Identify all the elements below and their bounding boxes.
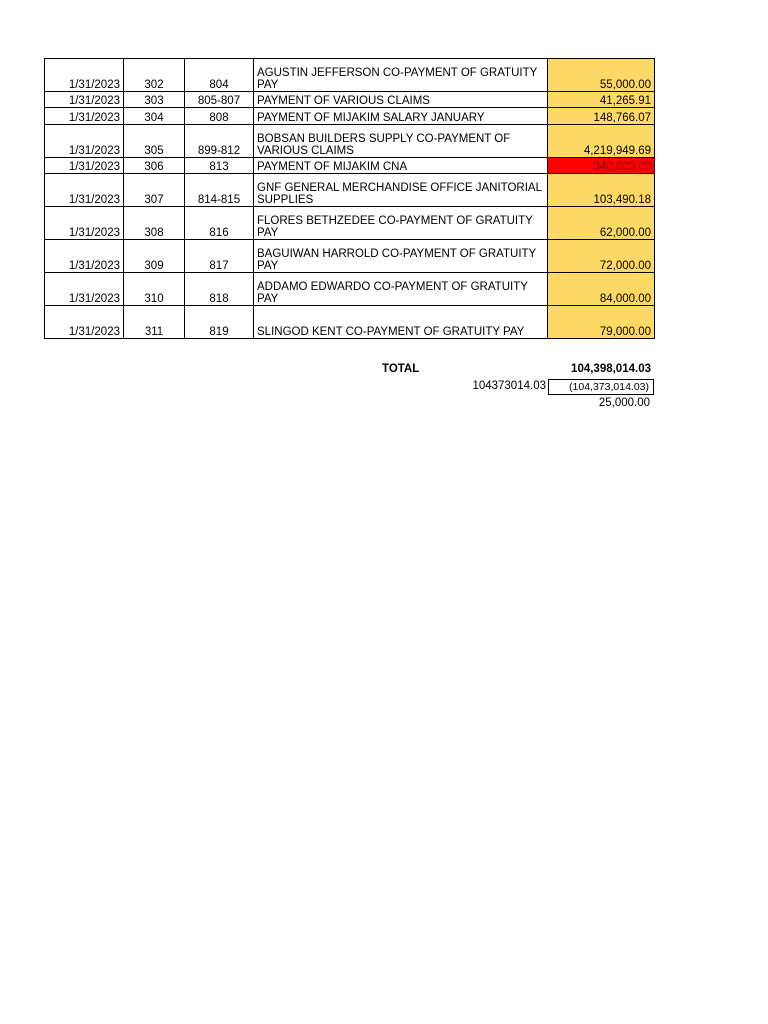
reference-cell: 814-815 [185, 174, 254, 207]
description-cell: PAYMENT OF MIJAKIM CNA [254, 158, 548, 174]
reference-cell: 818 [185, 273, 254, 306]
description-cell: BOBSAN BUILDERS SUPPLY CO-PAYMENT OF VARIOUS CLAIMS [254, 125, 548, 158]
table-row [45, 273, 655, 306]
reconciliation-boxed-value: (104,373,014.03) [548, 379, 654, 395]
date-cell: 1/31/2023 [45, 240, 124, 273]
description-cell: PAYMENT OF MIJAKIM SALARY JANUARY [254, 108, 548, 125]
table-row [45, 125, 655, 158]
check-number-cell: 305 [124, 125, 185, 158]
table-row [45, 92, 655, 108]
amount-cell: 4,219,949.69 [548, 125, 655, 158]
check-number-cell: 307 [124, 174, 185, 207]
date-cell: 1/31/2023 [45, 174, 124, 207]
reference-cell: 813 [185, 158, 254, 174]
check-number-cell: 309 [124, 240, 185, 273]
table-row [45, 207, 655, 240]
amount-cell: 148,766.07 [548, 108, 655, 125]
date-cell: 1/31/2023 [45, 306, 124, 339]
check-number-cell: 311 [124, 306, 185, 339]
reference-cell: 804 [185, 59, 254, 92]
reference-cell: 819 [185, 306, 254, 339]
table-row [45, 306, 655, 339]
reconciliation-value: 104373014.03 [472, 380, 546, 392]
table-row [45, 59, 655, 92]
table-row [45, 158, 655, 174]
check-number-cell: 310 [124, 273, 185, 306]
check-number-cell: 303 [124, 92, 185, 108]
date-cell: 1/31/2023 [45, 59, 124, 92]
description-cell: GNF GENERAL MERCHANDISE OFFICE JANITORIAL SUPPLIES [254, 174, 548, 207]
reference-cell: 808 [185, 108, 254, 125]
description-cell: ADDAMO EDWARDO CO-PAYMENT OF GRATUITY PAY [254, 273, 548, 306]
reference-cell: 899-812 [185, 125, 254, 158]
table-row [45, 240, 655, 273]
description-cell: SLINGOD KENT CO-PAYMENT OF GRATUITY PAY [254, 306, 548, 339]
reference-cell: 817 [185, 240, 254, 273]
amount-cell: 55,000.00 [548, 59, 655, 92]
check-number-cell: 304 [124, 108, 185, 125]
amount-cell: 62,000.00 [548, 207, 655, 240]
date-cell: 1/31/2023 [45, 108, 124, 125]
disbursement-table [44, 58, 655, 339]
check-number-cell: 302 [124, 59, 185, 92]
reference-cell: 816 [185, 207, 254, 240]
check-number-cell: 306 [124, 158, 185, 174]
date-cell: 1/31/2023 [45, 158, 124, 174]
amount-cell: 103,490.18 [548, 174, 655, 207]
table-row [45, 174, 655, 207]
reference-cell: 805-807 [185, 92, 254, 108]
total-label: TOTAL [382, 363, 420, 375]
amount-cell: 41,265.91 [548, 92, 655, 108]
description-cell: PAYMENT OF VARIOUS CLAIMS [254, 92, 548, 108]
amount-cell: 72,000.00 [548, 240, 655, 273]
description-cell: BAGUIWAN HARROLD CO-PAYMENT OF GRATUITY PAY [254, 240, 548, 273]
description-cell: AGUSTIN JEFFERSON CO-PAYMENT OF GRATUITY PAY [254, 59, 548, 92]
date-cell: 1/31/2023 [45, 273, 124, 306]
description-cell: FLORES BETHZEDEE CO-PAYMENT OF GRATUITY PAY [254, 207, 548, 240]
amount-cell: 84,000.00 [548, 273, 655, 306]
flagged-amount-cell: 340,000.00 [548, 158, 655, 174]
date-cell: 1/31/2023 [45, 207, 124, 240]
table-row [45, 108, 655, 125]
date-cell: 1/31/2023 [45, 125, 124, 158]
difference-value: 25,000.00 [598, 397, 650, 409]
amount-cell: 79,000.00 [548, 306, 655, 339]
check-number-cell: 308 [124, 207, 185, 240]
total-value: 104,398,014.03 [571, 363, 651, 375]
date-cell: 1/31/2023 [45, 92, 124, 108]
